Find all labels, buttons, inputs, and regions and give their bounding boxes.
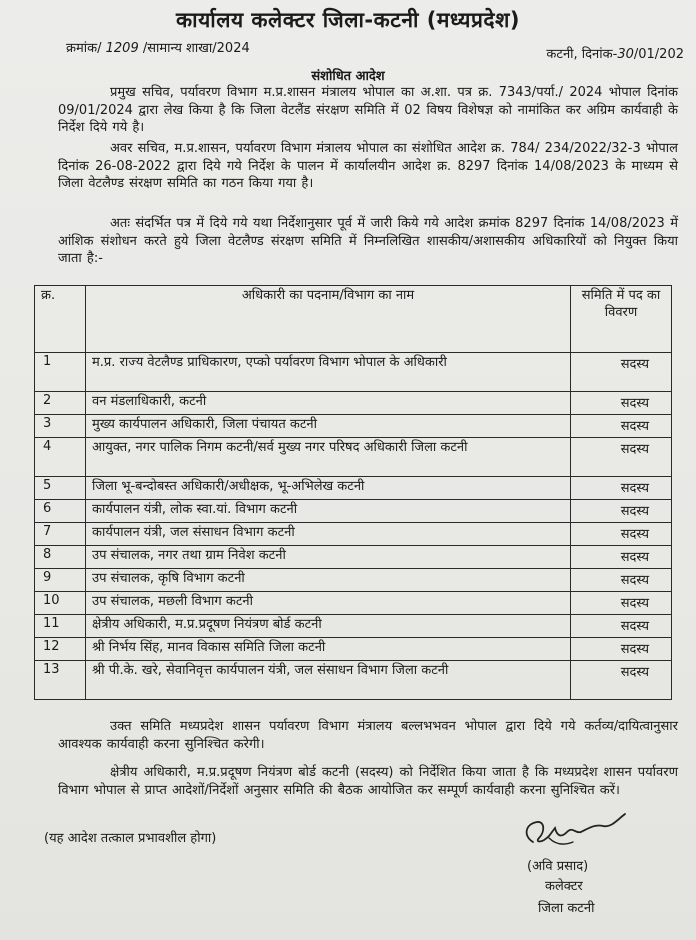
table-row [35, 569, 672, 592]
order-subject: संशोधित आदेश [311, 69, 385, 84]
row-designation: म.प्र. राज्य वेटलैण्ड प्राधिकारण, एप्को पर्यावरण विभाग भोपाल के अधिकारी [86, 353, 571, 392]
row-role: सदस्य [571, 392, 672, 415]
row-role: सदस्य [571, 438, 672, 477]
row-designation: श्री पी.के. खरे, सेवानिवृत्त कार्यपालन यंत्री, जल संसाधन विभाग जिला कटनी [86, 661, 571, 700]
row-designation: कार्यपालन यंत्री, लोक स्वा.यां. विभाग कटनी [86, 500, 571, 523]
row-serial: 10 [35, 592, 86, 615]
table-row [35, 415, 672, 438]
row-role: सदस्य [571, 615, 672, 638]
order-reference [66, 38, 250, 56]
signature-mark [515, 806, 645, 852]
row-serial: 5 [35, 477, 86, 500]
row-serial: 12 [35, 638, 86, 661]
row-role: सदस्य [571, 638, 672, 661]
place-date [546, 44, 684, 62]
table-header-row [35, 286, 672, 353]
row-designation: आयुक्त, नगर पालिक निगम कटनी/सर्व मुख्य नगर परिषद अधिकारी जिला कटनी [86, 438, 571, 477]
committee-members-table [34, 285, 672, 700]
paragraph-5-text: क्षेत्रीय अधिकारी, म.प्र.प्रदूषण नियंत्रण बोर्ड कटनी (सदस्य) को निर्देशित किया जाता है कि मध्यप्रदेश शासन पर्यावरण विभाग भोपाल से प्राप्त आदेशों/निर्देशों अनुसार समिति की बैठक आयोजित कर सम्पूर्ण कार्यवाही करना सुनिश्चित करें। [58, 765, 678, 798]
date-day: 30 [617, 47, 634, 62]
table-row [35, 661, 672, 700]
table-row [35, 523, 672, 546]
row-serial: 4 [35, 438, 86, 477]
row-designation: उप संचालक, कृषि विभाग कटनी [86, 569, 571, 592]
row-designation: क्षेत्रीय अधिकारी, म.प्र.प्रदूषण नियंत्रण बोर्ड कटनी [86, 615, 571, 638]
row-role: सदस्य [571, 500, 672, 523]
row-designation: वन मंडलाधिकारी, कटनी [86, 392, 571, 415]
row-serial: 3 [35, 415, 86, 438]
paragraph-3-text: अतः संदर्भित पत्र में दिये गये यथा निर्देशानुसार पूर्व में जारी किये गये आदेश क्रमांक 8297 दिनांक 14/08/2023 में आंशिक संशोधन करते हुये जिला वेटलैण्ड संरक्षण समिति में निम्नलिखित शासकीय/अशासकीय अधिकारियों को नियुक्त किया जाता है:- [58, 216, 678, 267]
table-row [35, 477, 672, 500]
place-date-label: कटनी, दिनांक- [546, 47, 618, 62]
col-header-serial: क्र. [35, 286, 86, 353]
table-row [35, 392, 672, 415]
table-row [35, 438, 672, 477]
ref-prefix: क्रमांक/ [66, 41, 102, 56]
row-serial: 2 [35, 392, 86, 415]
row-role: सदस्य [571, 353, 672, 392]
row-designation: उप संचालक, मछली विभाग कटनी [86, 592, 571, 615]
signatory-place: जिला कटनी [538, 901, 595, 916]
table-row [35, 638, 672, 661]
row-role: सदस्य [571, 546, 672, 569]
paragraph-5 [58, 764, 678, 799]
row-serial: 1 [35, 353, 86, 392]
row-role: सदस्य [571, 523, 672, 546]
table-row [35, 500, 672, 523]
office-title: कार्यालय कलेक्टर जिला-कटनी (मध्यप्रदेश) [176, 8, 520, 32]
row-designation: जिला भू-बन्दोबस्त अधिकारी/अधीक्षक, भू-अभिलेख कटनी [86, 477, 571, 500]
row-designation: मुख्य कार्यपालन अधिकारी, जिला पंचायत कटनी [86, 415, 571, 438]
signatory-designation: कलेक्टर [545, 879, 583, 894]
paragraph-2-text: अवर सचिव, म.प्र.शासन, पर्यावरण विभाग मंत्रालय भोपाल का संशोधित आदेश क्र. 784/ 234/2022/32-3 भोपाल दिनांक 26-08-2022 द्वारा दिये गये निर्देश के पालन में कार्यालयीन आदेश क्र. 8297 दिनांक 14/08/2023 के माध्यम से जिला वेटलैण्ड संरक्षण समिति का गठन किया गया है। [58, 141, 678, 192]
paragraph-4-text: उक्त समिति मध्यप्रदेश शासन पर्यावरण विभाग मंत्रालय बल्लभभवन भोपाल द्वारा दिये गये कर्तव्य/दायित्वानुसार आवश्यक कार्यवाही करना सुनिश्चित करेगी। [58, 719, 678, 752]
paragraph-3 [58, 215, 678, 268]
row-role: सदस्य [571, 569, 672, 592]
paragraph-1-text: प्रमुख सचिव, पर्यावरण विभाग म.प्र.शासन मंत्रालय भोपाल का अ.शा. पत्र क्र. 7343/पर्या./ 2024 भोपाल दिनांक 09/01/2024 द्वारा लेख किया है कि जिला वेटलैंड संरक्षण समिति में 02 विषय विशेषज्ञ को नामांकित कर अग्रिम कार्यवाही के निर्देश दिये गये है। [58, 85, 678, 136]
row-serial: 13 [35, 661, 86, 700]
ref-section: /सामान्य शाखा/2024 [142, 41, 250, 56]
row-role: सदस्य [571, 592, 672, 615]
table-row [35, 615, 672, 638]
row-designation: उप संचालक, नगर तथा ग्राम निवेश कटनी [86, 546, 571, 569]
paragraph-4 [58, 718, 678, 753]
col-header-role: समिति में पद का विवरण [571, 286, 672, 353]
signatory-name: (अवि प्रसाद) [527, 859, 589, 874]
row-serial: 11 [35, 615, 86, 638]
table-row [35, 546, 672, 569]
row-role: सदस्य [571, 477, 672, 500]
row-serial: 6 [35, 500, 86, 523]
paragraph-2 [58, 140, 678, 193]
paragraph-1 [58, 84, 678, 137]
effective-note: (यह आदेश तत्काल प्रभावशील होगा) [44, 831, 217, 846]
row-designation: श्री निर्भय सिंह, मानव विकास समिति जिला कटनी [86, 638, 571, 661]
row-designation: कार्यपालन यंत्री, जल संसाधन विभाग कटनी [86, 523, 571, 546]
row-serial: 9 [35, 569, 86, 592]
date-rest: /01/202 [633, 47, 684, 62]
table-row [35, 592, 672, 615]
ref-number: 1209 [105, 41, 139, 56]
row-serial: 7 [35, 523, 86, 546]
row-role: सदस्य [571, 661, 672, 700]
row-role: सदस्य [571, 415, 672, 438]
row-serial: 8 [35, 546, 86, 569]
col-header-designation: अधिकारी का पदनाम/विभाग का नाम [86, 286, 571, 353]
table-row [35, 353, 672, 392]
